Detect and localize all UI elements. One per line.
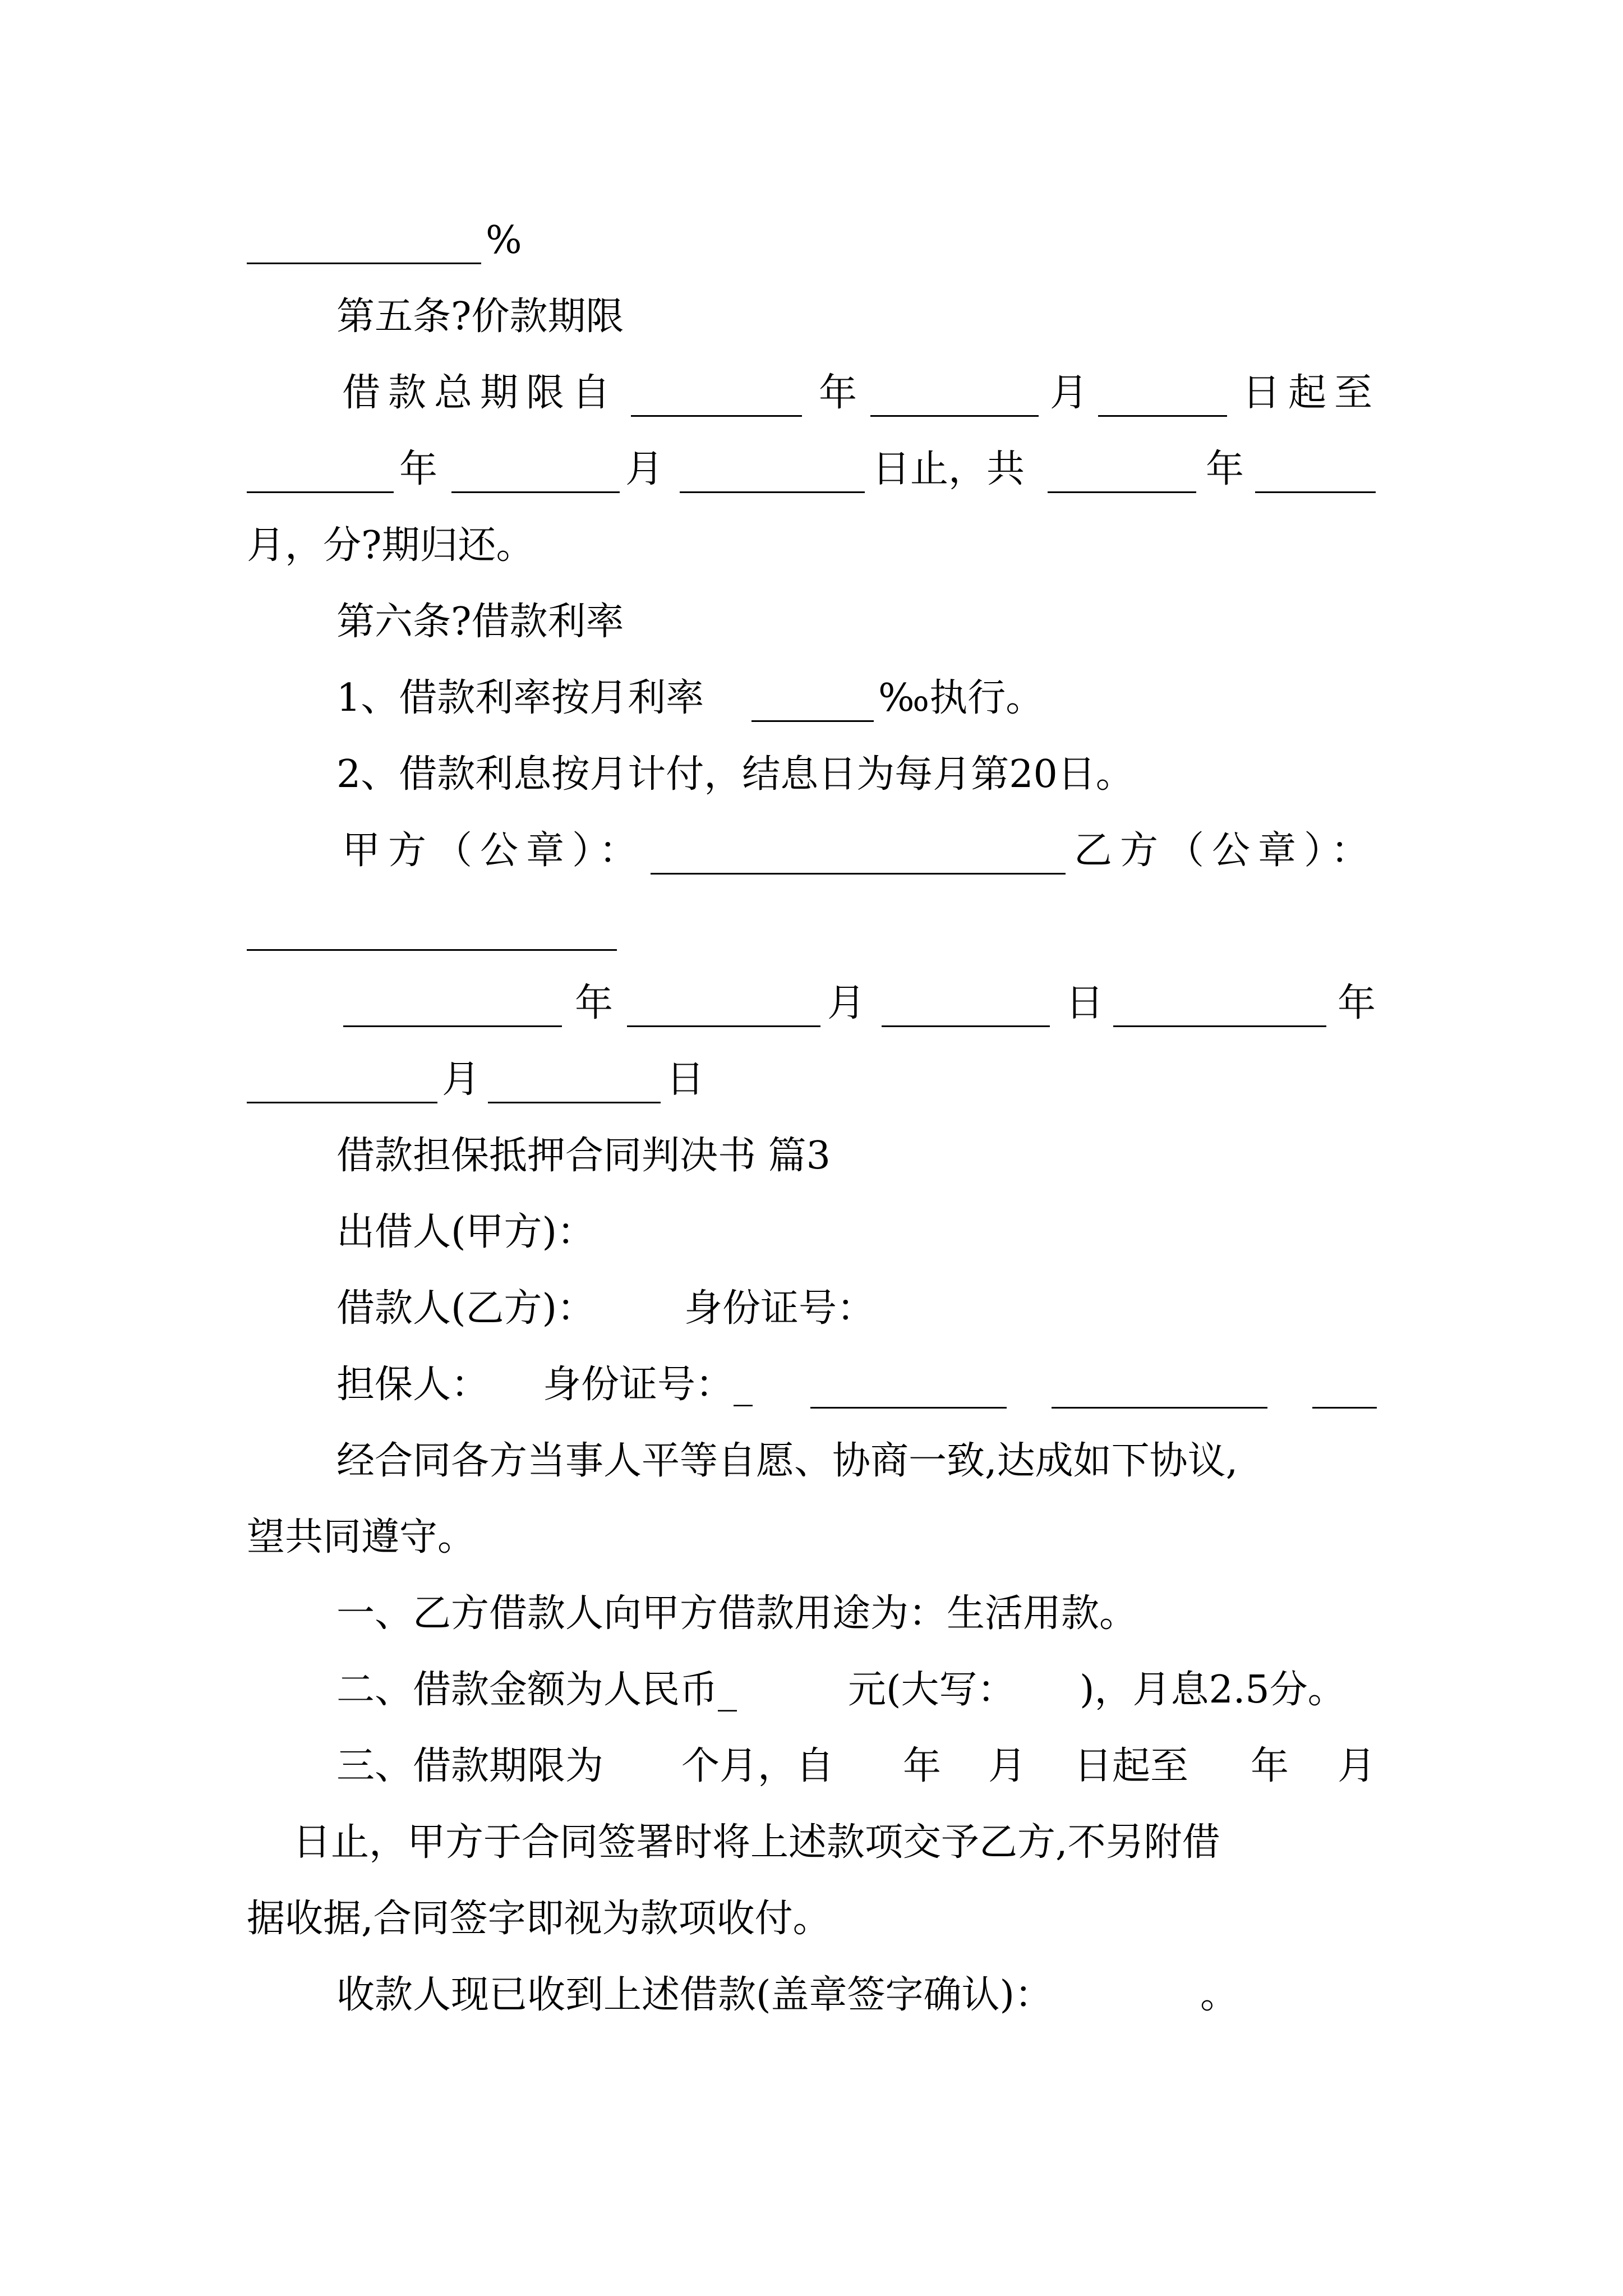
text: 据收据,合同签字即视为款项收付。 [247,1897,831,1941]
text: 月 [442,1057,481,1102]
title-text: 借款担保抵押合同判决书 篇3 [336,1134,831,1178]
blank-party-b-seal [247,949,617,951]
section-title [0,1120,1623,1193]
text: 月 [1338,1744,1376,1788]
text: 日 [666,1057,705,1102]
blank [1312,1407,1377,1409]
text: 2、借款利息按月计付，结息日为每月第20日。 [336,752,1134,797]
clause-3-line-3 [0,1883,1623,1955]
guarantor-line [0,1349,1623,1421]
text: 望共同遵守。 [247,1515,476,1559]
text: 借款总期限自 [342,371,619,415]
text: 日止，共 [872,447,1025,491]
text: 1、借款利率按月利率 [336,676,704,720]
blank-rate [751,720,874,722]
text: 年 [1338,981,1376,1025]
borrower-line [0,1272,1623,1345]
text: 年 [819,371,857,415]
blank [247,491,394,493]
blank [810,1407,1007,1409]
loan-term-line-2 [0,433,1623,506]
text: 一、乙方借款人向甲方借款用途为：生活用款。 [336,1591,1138,1636]
text: 月 [988,1744,1027,1788]
receipt-line [0,1959,1623,2032]
blank-party-a-seal [651,873,1066,875]
blank [882,1025,1050,1027]
blank [247,1102,437,1103]
text: 日起至 [1074,1744,1189,1788]
text: 出借人(甲方)： [336,1210,596,1254]
heading-text: 第六条?借款利率 [336,600,624,644]
date-line-2 [0,1043,1623,1116]
text: 。 [1200,1973,1239,2017]
text: 年 [575,981,614,1025]
line-percent [0,204,1623,277]
party-a-seal-label: 甲方（公章）： [342,829,645,873]
blank [1255,491,1376,493]
text: 年 [1251,1744,1289,1788]
blank-month [870,415,1039,417]
text: 年 [1206,447,1244,491]
agreement-line-2 [0,1501,1623,1574]
text: 月 [625,447,664,491]
text: 年 [903,1744,942,1788]
text: 收款人现已收到上述借款(盖章签字确认)： [336,1973,1053,2017]
text: 经合同各方当事人平等自愿、协商一致,达成如下协议, [336,1439,1238,1483]
text: 担保人： [336,1363,490,1407]
text: 二、借款金额为人民币_ [336,1668,737,1712]
blank [488,1102,661,1103]
text: ‰执行。 [878,676,1044,720]
text: 年 [399,447,438,491]
blank [343,1025,562,1027]
date-line-1 [0,967,1623,1040]
clause-1 [0,1577,1623,1650]
blank [1048,491,1196,493]
text: 月 [1050,371,1089,415]
text: 元(大写： [848,1668,1016,1712]
text: )，月息2.5分。 [1080,1668,1346,1712]
text: 日 [1066,981,1104,1025]
blank [680,491,865,493]
text: 身份证号：_ [543,1363,753,1407]
installments-line [0,509,1623,582]
article-5-heading [0,280,1623,353]
text: 三、借款期限为 [336,1744,604,1788]
blank-year [631,415,802,417]
text: 月 [827,981,866,1025]
blank [1052,1407,1267,1409]
text: 个月，自 [681,1744,834,1788]
loan-term-line-1 [0,357,1623,430]
blank [627,1025,820,1027]
interest-rate-item [0,662,1623,735]
blank-day [1098,415,1227,417]
percent-sign: % [486,218,522,263]
interest-calc-item [0,738,1623,811]
text: 身份证号： [684,1286,875,1331]
blank [247,263,481,264]
lender-line [0,1196,1623,1269]
article-6-heading [0,586,1623,659]
agreement-line-1 [0,1425,1623,1498]
text: 日止，甲方于合同签署时将上述款项交予乙方,不另附借 [293,1820,1220,1865]
clause-3-line-1 [0,1730,1623,1803]
text: 日起至 [1242,371,1381,415]
party-b-seal-label: 乙方（公章）： [1074,829,1377,873]
party-seal-line [0,815,1623,887]
blank [1113,1025,1326,1027]
clause-2 [0,1654,1623,1727]
text: 借款人(乙方)： [336,1286,596,1331]
heading-text: 第五条?价款期限 [336,295,624,339]
clause-3-line-2 [0,1806,1623,1879]
party-b-seal-blank-line [0,891,1623,964]
text: 月，分?期归还。 [247,523,534,568]
blank [451,491,620,493]
